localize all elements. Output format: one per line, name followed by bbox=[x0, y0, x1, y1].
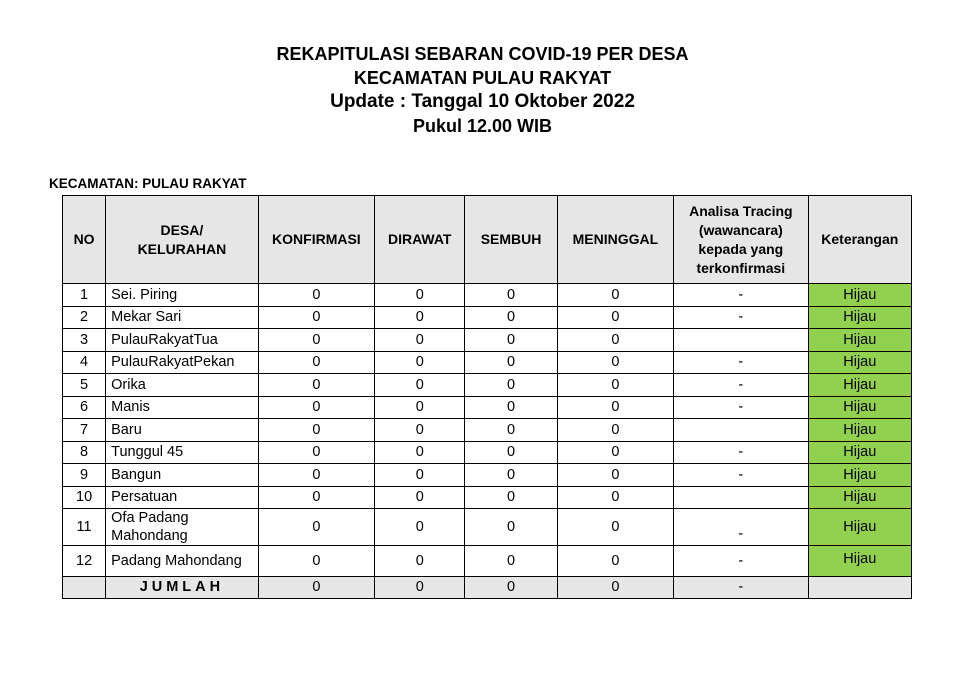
cell-meninggal: 0 bbox=[557, 284, 673, 307]
table-row bbox=[63, 374, 912, 397]
cell-desa: Tunggul 45 bbox=[106, 441, 259, 464]
header-dirawat: DIRAWAT bbox=[375, 196, 465, 284]
cell-no: 8 bbox=[63, 441, 106, 464]
total-dirawat: 0 bbox=[375, 576, 465, 599]
cell-meninggal: 0 bbox=[557, 441, 673, 464]
cell-konfirmasi: 0 bbox=[258, 464, 374, 487]
cell-sembuh: 0 bbox=[465, 306, 557, 329]
cell-keterangan: Hijau bbox=[808, 396, 911, 419]
header-tracing bbox=[674, 196, 808, 284]
cell-konfirmasi: 0 bbox=[258, 486, 374, 509]
cell-keterangan: Hijau bbox=[808, 546, 911, 577]
cell-konfirmasi: 0 bbox=[258, 374, 374, 397]
cell-dirawat: 0 bbox=[375, 306, 465, 329]
cell-konfirmasi: 0 bbox=[258, 509, 374, 546]
total-konfirmasi: 0 bbox=[258, 576, 374, 599]
cell-no: 2 bbox=[63, 306, 106, 329]
cell-dirawat: 0 bbox=[375, 464, 465, 487]
table-row bbox=[63, 464, 912, 487]
cell-no: 12 bbox=[63, 546, 106, 577]
cell-tracing: - bbox=[674, 374, 808, 397]
cell-no: 1 bbox=[63, 284, 106, 307]
cell-tracing: - bbox=[674, 441, 808, 464]
cell-sembuh: 0 bbox=[465, 509, 557, 546]
cell-konfirmasi: 0 bbox=[258, 329, 374, 352]
total-keterangan bbox=[808, 576, 911, 599]
total-tracing: - bbox=[674, 576, 808, 599]
cell-desa: PulauRakyatPekan bbox=[106, 351, 259, 374]
cell-sembuh: 0 bbox=[465, 329, 557, 352]
cell-tracing: - bbox=[674, 464, 808, 487]
table-row bbox=[63, 509, 912, 546]
cell-meninggal: 0 bbox=[557, 546, 673, 577]
cell-keterangan: Hijau bbox=[808, 486, 911, 509]
cell-sembuh: 0 bbox=[465, 486, 557, 509]
cell-desa: Padang Mahondang bbox=[106, 546, 259, 577]
header-desa-label: DESA/ KELURAHAN bbox=[137, 221, 227, 257]
cell-desa: Sei. Piring bbox=[106, 284, 259, 307]
table-row bbox=[63, 546, 912, 577]
cell-tracing: - bbox=[674, 396, 808, 419]
cell-desa: Ofa Padang Mahondang bbox=[106, 509, 259, 546]
table-header-row bbox=[63, 196, 912, 284]
cell-tracing: - bbox=[674, 306, 808, 329]
cell-sembuh: 0 bbox=[465, 546, 557, 577]
cell-dirawat: 0 bbox=[375, 329, 465, 352]
cell-no: 6 bbox=[63, 396, 106, 419]
table-row bbox=[63, 351, 912, 374]
header-sembuh: SEMBUH bbox=[465, 196, 557, 284]
cell-dirawat: 0 bbox=[375, 284, 465, 307]
cell-sembuh: 0 bbox=[465, 441, 557, 464]
cell-meninggal: 0 bbox=[557, 374, 673, 397]
cell-meninggal: 0 bbox=[557, 351, 673, 374]
cell-konfirmasi: 0 bbox=[258, 546, 374, 577]
cell-no: 9 bbox=[63, 464, 106, 487]
cell-konfirmasi: 0 bbox=[258, 306, 374, 329]
total-label: JUMLAH bbox=[106, 576, 259, 599]
cell-dirawat: 0 bbox=[375, 486, 465, 509]
header-meninggal: MENINGGAL bbox=[557, 196, 673, 284]
cell-tracing: - bbox=[674, 351, 808, 374]
document-title bbox=[0, 42, 965, 138]
cell-keterangan: Hijau bbox=[808, 329, 911, 352]
title-time: Pukul 12.00 WIB bbox=[412, 116, 553, 136]
cell-desa: Orika bbox=[106, 374, 259, 397]
cell-tracing: - bbox=[674, 509, 808, 546]
cell-meninggal: 0 bbox=[557, 464, 673, 487]
header-tracing-label: Analisa Tracing (wawancara) kepada yang terkonfirmasi bbox=[689, 202, 793, 276]
cell-no: 10 bbox=[63, 486, 106, 509]
cell-dirawat: 0 bbox=[375, 396, 465, 419]
cell-tracing bbox=[674, 329, 808, 352]
cell-tracing: - bbox=[674, 284, 808, 307]
table-row bbox=[63, 306, 912, 329]
cell-dirawat: 0 bbox=[375, 374, 465, 397]
cell-no: 3 bbox=[63, 329, 106, 352]
cell-no: 4 bbox=[63, 351, 106, 374]
cell-keterangan: Hijau bbox=[808, 374, 911, 397]
cell-dirawat: 0 bbox=[375, 351, 465, 374]
total-sembuh: 0 bbox=[465, 576, 557, 599]
cell-konfirmasi: 0 bbox=[258, 351, 374, 374]
title-line-1: REKAPITULASI SEBARAN COVID-19 PER DESA bbox=[276, 44, 689, 64]
cell-dirawat: 0 bbox=[375, 419, 465, 442]
cell-sembuh: 0 bbox=[465, 396, 557, 419]
table-row bbox=[63, 329, 912, 352]
cell-keterangan: Hijau bbox=[808, 509, 911, 546]
cell-meninggal: 0 bbox=[557, 396, 673, 419]
cell-konfirmasi: 0 bbox=[258, 284, 374, 307]
total-meninggal: 0 bbox=[557, 576, 673, 599]
total-no-cell bbox=[63, 576, 106, 599]
table-row bbox=[63, 396, 912, 419]
cell-tracing bbox=[674, 486, 808, 509]
cell-konfirmasi: 0 bbox=[258, 396, 374, 419]
cell-sembuh: 0 bbox=[465, 464, 557, 487]
cell-meninggal: 0 bbox=[557, 486, 673, 509]
cell-sembuh: 0 bbox=[465, 284, 557, 307]
cell-desa: PulauRakyatTua bbox=[106, 329, 259, 352]
cell-no: 5 bbox=[63, 374, 106, 397]
cell-desa: Mekar Sari bbox=[106, 306, 259, 329]
table-row bbox=[63, 284, 912, 307]
cell-meninggal: 0 bbox=[557, 419, 673, 442]
cell-sembuh: 0 bbox=[465, 351, 557, 374]
table-row bbox=[63, 486, 912, 509]
table-row bbox=[63, 419, 912, 442]
cell-desa: Bangun bbox=[106, 464, 259, 487]
table-row bbox=[63, 441, 912, 464]
title-update-date: Update : Tanggal 10 Oktober 2022 bbox=[330, 91, 635, 112]
cell-desa: Persatuan bbox=[106, 486, 259, 509]
cell-no: 11 bbox=[63, 509, 106, 546]
cell-dirawat: 0 bbox=[375, 441, 465, 464]
cell-konfirmasi: 0 bbox=[258, 419, 374, 442]
cell-desa: Manis bbox=[106, 396, 259, 419]
cell-meninggal: 0 bbox=[557, 329, 673, 352]
cell-keterangan: Hijau bbox=[808, 464, 911, 487]
cell-konfirmasi: 0 bbox=[258, 441, 374, 464]
title-line-2: KECAMATAN PULAU RAKYAT bbox=[353, 68, 612, 88]
header-desa bbox=[106, 196, 259, 284]
cell-no: 7 bbox=[63, 419, 106, 442]
header-keterangan: Keterangan bbox=[808, 196, 911, 284]
cell-keterangan: Hijau bbox=[808, 284, 911, 307]
rekap-table bbox=[62, 195, 912, 599]
cell-keterangan: Hijau bbox=[808, 441, 911, 464]
cell-tracing: - bbox=[674, 546, 808, 577]
header-no: NO bbox=[63, 196, 106, 284]
cell-sembuh: 0 bbox=[465, 419, 557, 442]
total-row bbox=[63, 576, 912, 599]
cell-keterangan: Hijau bbox=[808, 306, 911, 329]
cell-keterangan: Hijau bbox=[808, 351, 911, 374]
section-label: KECAMATAN: PULAU RAKYAT bbox=[49, 176, 247, 191]
header-konfirmasi: KONFIRMASI bbox=[258, 196, 374, 284]
cell-meninggal: 0 bbox=[557, 306, 673, 329]
cell-tracing bbox=[674, 419, 808, 442]
cell-dirawat: 0 bbox=[375, 509, 465, 546]
cell-meninggal: 0 bbox=[557, 509, 673, 546]
cell-dirawat: 0 bbox=[375, 546, 465, 577]
cell-keterangan: Hijau bbox=[808, 419, 911, 442]
cell-sembuh: 0 bbox=[465, 374, 557, 397]
cell-desa: Baru bbox=[106, 419, 259, 442]
